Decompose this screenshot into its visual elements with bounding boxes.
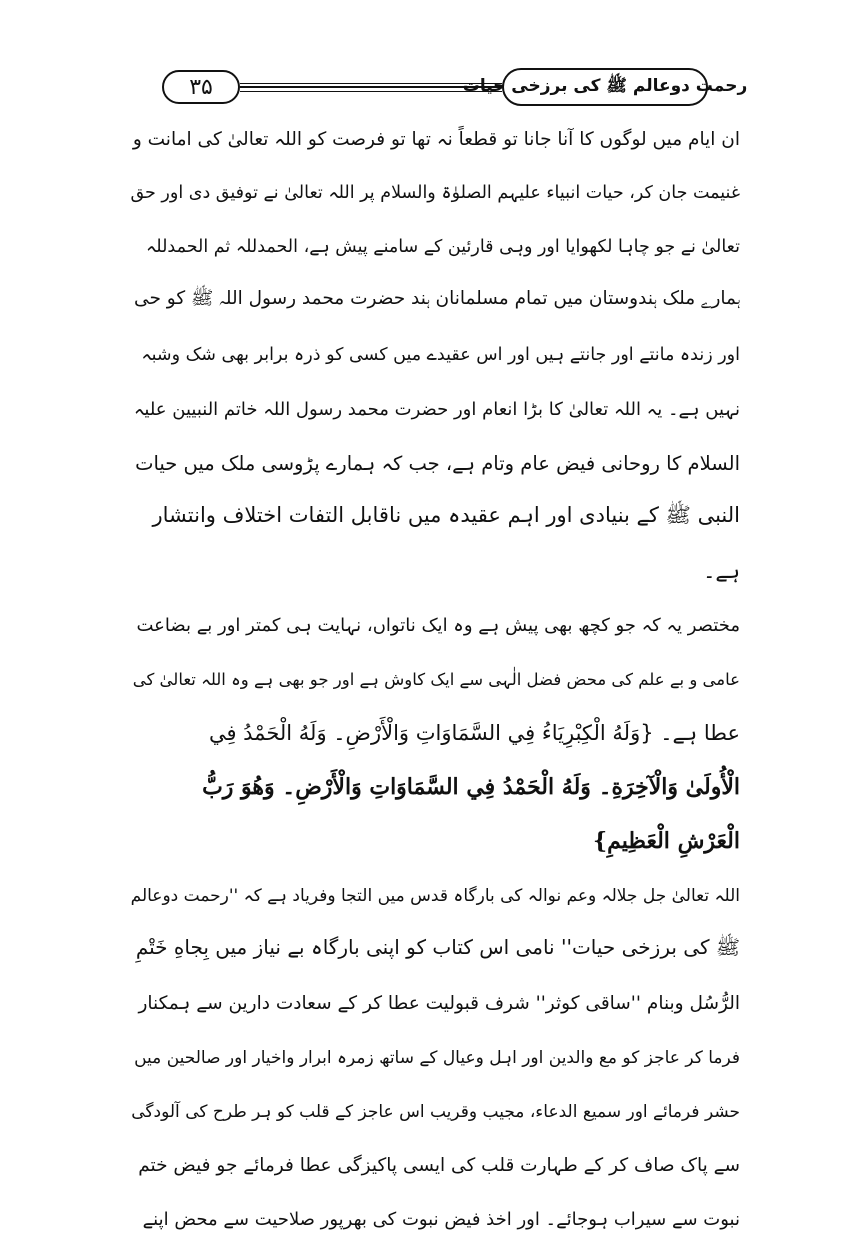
text-line: حشر فرمائے اور سمیع الدعاء، مجیب وقریب اس عاجز کے قلب کو ہر طرح کی آلودگی <box>131 1101 740 1122</box>
page-header <box>140 66 748 110</box>
text-line: ہے۔ <box>703 559 740 583</box>
text-line: اللہ تعالیٰ جل جلالہ وعم نوالہ کی بارگاہ قدس میں التجا وفریاد ہے کہ ''رحمت دوعالم <box>130 885 740 906</box>
running-title-box <box>462 68 748 106</box>
text-line: مختصر یہ کہ جو کچھ بھی پیش ہے وہ ایک ناتواں، نہایت ہی کمتر اور بے بضاعت <box>136 614 740 636</box>
text-line: ان ایام میں لوگوں کا آنا جانا تو قطعاً نہ تھا تو فرصت کو اللہ تعالیٰ کی امانت و <box>132 128 740 150</box>
quran-verse-line: الْعَرْشِ الْعَظِيمِ} <box>593 828 740 854</box>
text-line: فرما کر عاجز کو مع والدین اور اہل وعیال کے ساتھ زمرہ ابرار واخیار اور صالحین میں <box>134 1047 740 1068</box>
text-line: عطا ہے۔ {وَلَهُ الْكِبْرِيَاءُ فِي السَّمَاوَاتِ وَالْأَرْضِ۔ وَلَهُ الْحَمْدُ فِي <box>208 721 740 745</box>
text-line: الرُّسُل وبنام ''ساقی کوثر'' شرف قبولیت عطا کر کے سعادت دارین سے ہمکنار <box>138 992 740 1014</box>
text-line: تعالیٰ نے جو چاہا لکھوایا اور وہی قارئین کے سامنے پیش ہے، الحمدللہ ثم الحمدللہ <box>146 237 740 257</box>
page-number: ۳۵ <box>189 74 213 100</box>
text-line: اور زندہ مانتے اور جانتے ہیں اور اس عقیدے میں کسی کو ذرہ برابر بھی شک وشبہ <box>141 345 740 365</box>
quran-verse-line: الْأُولَىٰ وَالْآخِرَةِ۔ وَلَهُ الْحَمْدُ فِي السَّمَاوَاتِ وَالْأَرْضِ۔ وَهُوَ رَبُّ <box>202 774 740 800</box>
text-line: سے پاک صاف کر کے طہارت قلب کی ایسی پاکیزگی عطا فرمائے جو فیض ختم <box>138 1154 740 1176</box>
running-title: رحمت دوعالم ﷺ کی برزخی حیات <box>462 75 748 96</box>
paragraph-3 <box>130 868 740 1246</box>
text-line: غنیمت جان کر، حیات انبیاء علیہم الصلوٰۃ والسلام پر اللہ تعالیٰ نے توفیق دی اور حق <box>130 183 740 203</box>
text-line: عامی و بے علم کی محض فضل الٰہی سے ایک کاوش ہے اور جو بھی ہے وہ اللہ تعالیٰ کی <box>132 669 740 689</box>
text-line: ہمارے ملک ہندوستان میں تمام مسلمانان ہند حضرت محمد رسول اللہ ﷺ کو حی <box>134 288 740 309</box>
text-line: السلام کا روحانی فیض عام وتام ہے، جب کہ ہمارے پڑوسی ملک میں حیات <box>135 451 740 475</box>
text-line: ﷺ کی برزخی حیات'' نامی اس کتاب کو اپنی بارگاہ بے نیاز میں بِجاهِ خَتْمِ <box>135 934 740 959</box>
text-line: النبی ﷺ کے بنیادی اور اہم عقیدہ میں ناقابل التفات اختلاف وانتشار <box>152 502 740 527</box>
text-line: نہیں ہے۔ یہ اللہ تعالیٰ کا بڑا انعام اور حضرت محمد رسول اللہ خاتم النبیین علیہ <box>133 398 740 420</box>
body-text <box>130 112 740 1246</box>
page-number-badge <box>162 70 240 104</box>
text-line: نبوت سے سیراب ہوجائے۔ اور اخذ فیض نبوت کی بھرپور صلاحیت سے محض اپنے <box>142 1208 740 1230</box>
paragraph-1 <box>130 112 740 598</box>
paragraph-2 <box>130 598 740 868</box>
